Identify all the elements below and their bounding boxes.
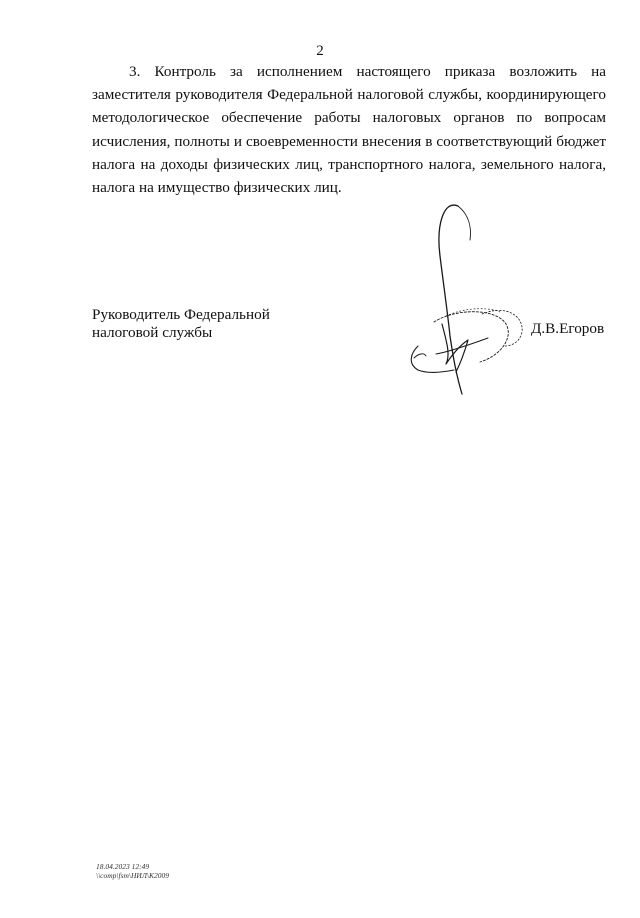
position-line-2: налоговой службы — [92, 324, 213, 341]
footer-timestamp: 18.04.2023 12:49 — [96, 862, 150, 871]
signatory-name: Д.В.Егоров — [531, 320, 605, 337]
handwritten-signature-icon — [396, 196, 542, 400]
footer-document-ref: \\comp\fsm\НИЛ\К2009 — [96, 871, 169, 880]
page-number: 2 — [316, 43, 324, 59]
signatory-position — [92, 306, 270, 342]
document-footer — [96, 862, 169, 880]
paragraph-3: 3. Контроль за исполнением настоящего приказа возложить на заместителя руководителя Федеральной налоговой службы, координирующего методологическое обеспечение работы налоговых органов по вопросам исчисления, полноты и своевременности внесения в соответствующий бюджет налога на доходы физических лиц, транспортного налога, земельного налога, налога на имущество физических лиц. — [92, 63, 606, 197]
document-body — [92, 60, 606, 199]
position-line-1: Руководитель Федеральной — [92, 306, 270, 323]
